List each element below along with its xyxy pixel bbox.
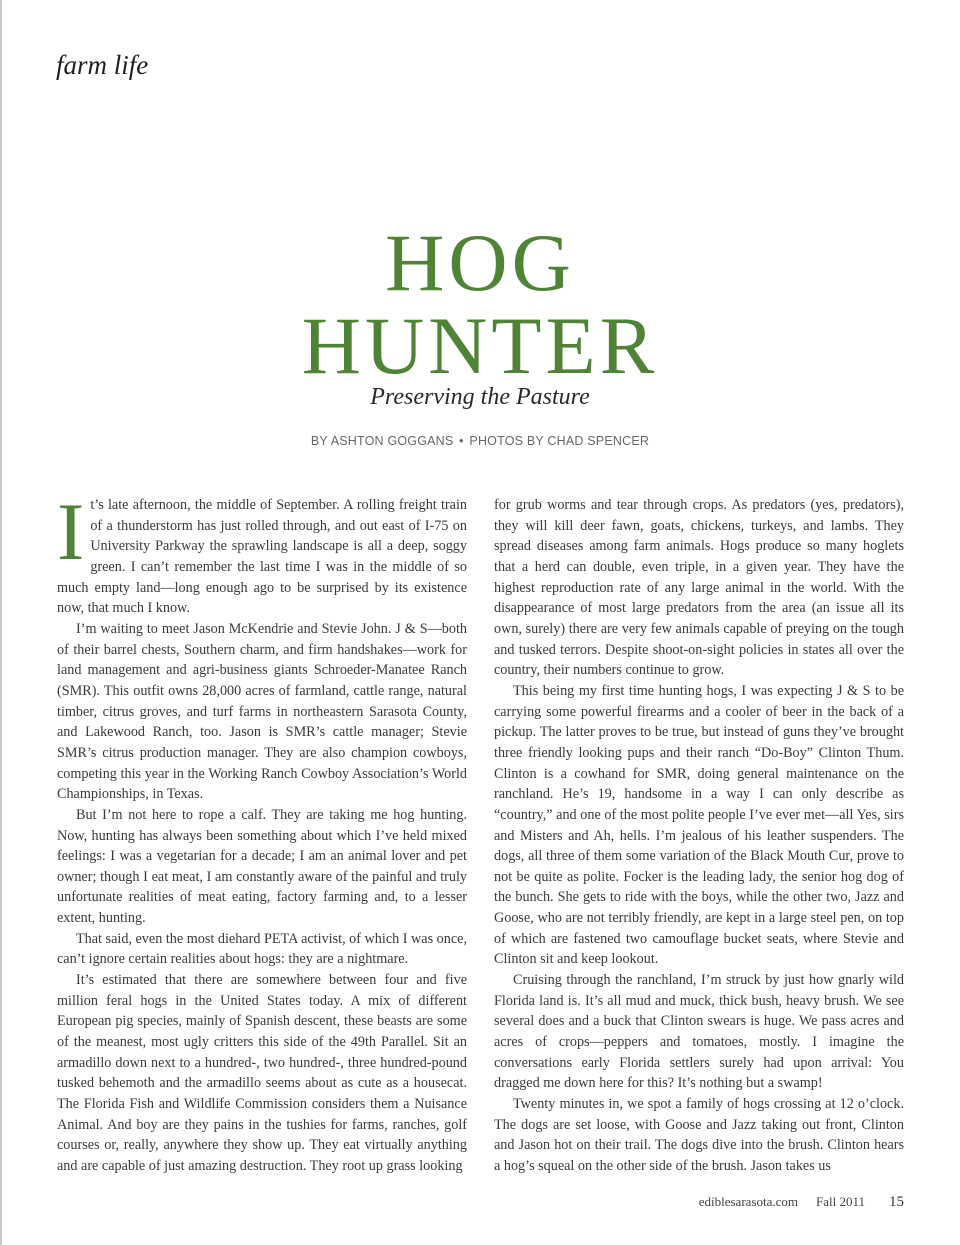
article-column-left bbox=[57, 486, 467, 1177]
paragraph: Twenty minutes in, we spot a family of hogs crossing at 12 o’clock. The dogs are set loose, with Goose and Jazz taking out front, Clinton and Jason hot on their trail. The dogs dive into the brush. Clinton hears a hog’s squeal on the other side of the brush. Jason takes us bbox=[494, 1096, 904, 1174]
paragraph: That said, even the most diehard PETA activist, of which I was once, can’t ignore certain realities about hogs: they are a nightmare. bbox=[57, 930, 467, 968]
page-footer bbox=[699, 1194, 904, 1211]
paragraph: This being my first time hunting hogs, I was expecting J & S to be carrying some powerful firearms and a cooler of beer in the back of a pickup. The latter proves to be true, but instead of guns they’ve brought three friendly looking pups and their ranch “Do-Boy” Clinton Thum. Clinton is a cowhand for SMR, doing general maintenance on the ranchland. He’s 19, handsome in a way I can only describe as “country,” and one of the most polite people I’ve ever met—all Yes, sirs and Misters and Ah, hells. I’m jealous of his leather suspenders. The dogs, all three of them some variation of the Black Mouth Cur, prove to not be quite as polite. Focker is the leading lady, the senior hog dog of the bunch. She gets to ride with the boys, while the other two, Jazz and Goose, who are not terribly friendly, are kept in a large steel pen, on top of which are fastened two camouflage bucket seats, where Stevie and Clinton sit and keep lookout. bbox=[494, 682, 904, 968]
byline bbox=[0, 434, 960, 448]
paragraph: It’s estimated that there are somewhere between four and five million feral hogs in the United States today. A mix of different European pig species, mainly of Spanish descent, these beasts are some of the meanest, most ugly critters this side of the 49th Parallel. Sit an armadillo down next to a hundred-, two hundred-, three hundred-pound tusked behemoth and the armadillo seems about as cute as a housecat. The Florida Fish and Wildlife Commission considers them a Nuisance Animal. And boy are they pains in the tushies for farms, ranches, golf courses or, really, anywhere they show up. They eat virtually anything and are capable of just amazing destruction. They root up grass looking bbox=[57, 972, 467, 1174]
subtitle: Preserving the Pasture bbox=[370, 384, 590, 410]
drop-cap: I bbox=[57, 486, 85, 577]
headline-line-1: HOG bbox=[385, 217, 575, 308]
paragraph: for grub worms and tear through crops. As predators (yes, predators), they will kill deer fawn, goats, chickens, turkeys, and lambs. They spread diseases among farm animals. Hogs produce so many hoglets that a herd can double, even triple, in a given year. They have the highest reproduction rate of any large animal in the world. With the disappearance of most large predators from the area (an issue all its own, surely) there are very few animals capable of preying on the tough and tusked terrors. Despite shoot-on-sight policies in states all over the country, their numbers continue to grow. bbox=[494, 497, 904, 679]
headline-line-2: HUNTER bbox=[301, 300, 659, 391]
article-column-right bbox=[494, 495, 904, 1177]
byline-author: BY ASHTON GOGGANS bbox=[310, 434, 454, 448]
footer-issue: Fall 2011 bbox=[816, 1194, 865, 1209]
page-edge-rule bbox=[0, 0, 2, 1245]
section-label: farm life bbox=[56, 50, 149, 80]
paragraph: But I’m not here to rope a calf. They are taking me hog hunting. Now, hunting has always been something about which I’ve held mixed feelings: I was a vegetarian for a decade; I am an animal lover and pet owner; though I eat meat, I am constantly aware of the painful and truly unfortunate realities of meat eating, factory farming and, to a lesser extent, hunting. bbox=[57, 806, 467, 927]
byline-photos: PHOTOS BY CHAD SPENCER bbox=[469, 434, 650, 448]
footer-website: ediblesarasota.com bbox=[698, 1194, 798, 1209]
page-number: 15 bbox=[889, 1194, 904, 1210]
byline-separator: • bbox=[459, 434, 464, 448]
paragraph-text: t’s late afternoon, the middle of September. A rolling freight train of a thunderstorm has just rolled through, and out east of I-75 on University Parkway the sprawling landscape is all a deep, soggy green. I can’t remember the last time I was in the middle of so much empty land—long enough ago to be surprised by its existence now, that much I know. bbox=[57, 497, 467, 617]
paragraph: Cruising through the ranchland, I’m struck by just how gnarly wild Florida land is. It’s all mud and muck, thick bush, heavy brush. We see several does and a buck that Clinton swears is huge. We pass acres and acres of crops—peppers and tomatoes, mostly. I imagine the conversations early Florida settlers surely had upon arrival: You dragged me down here for this? It’s nothing but a swamp! bbox=[494, 972, 904, 1092]
paragraph: I’m waiting to meet Jason McKendrie and Stevie John. J & S—both of their barrel chests, Southern charm, and firm handshakes—work for land management and agri-business giants Schroeder-Manatee Ranch (SMR). This outfit owns 28,000 acres of farmland, cattle range, natural timber, citrus groves, and turf farms in northeastern Sarasota County, and Lakewood Ranch, too. Jason is SMR’s cattle manager; Stevie SMR’s citrus production manager. They are also champion cowboys, competing this year in the Working Ranch Cowboy Association’s World Championships, in Texas. bbox=[57, 620, 467, 803]
paragraph bbox=[57, 486, 467, 619]
